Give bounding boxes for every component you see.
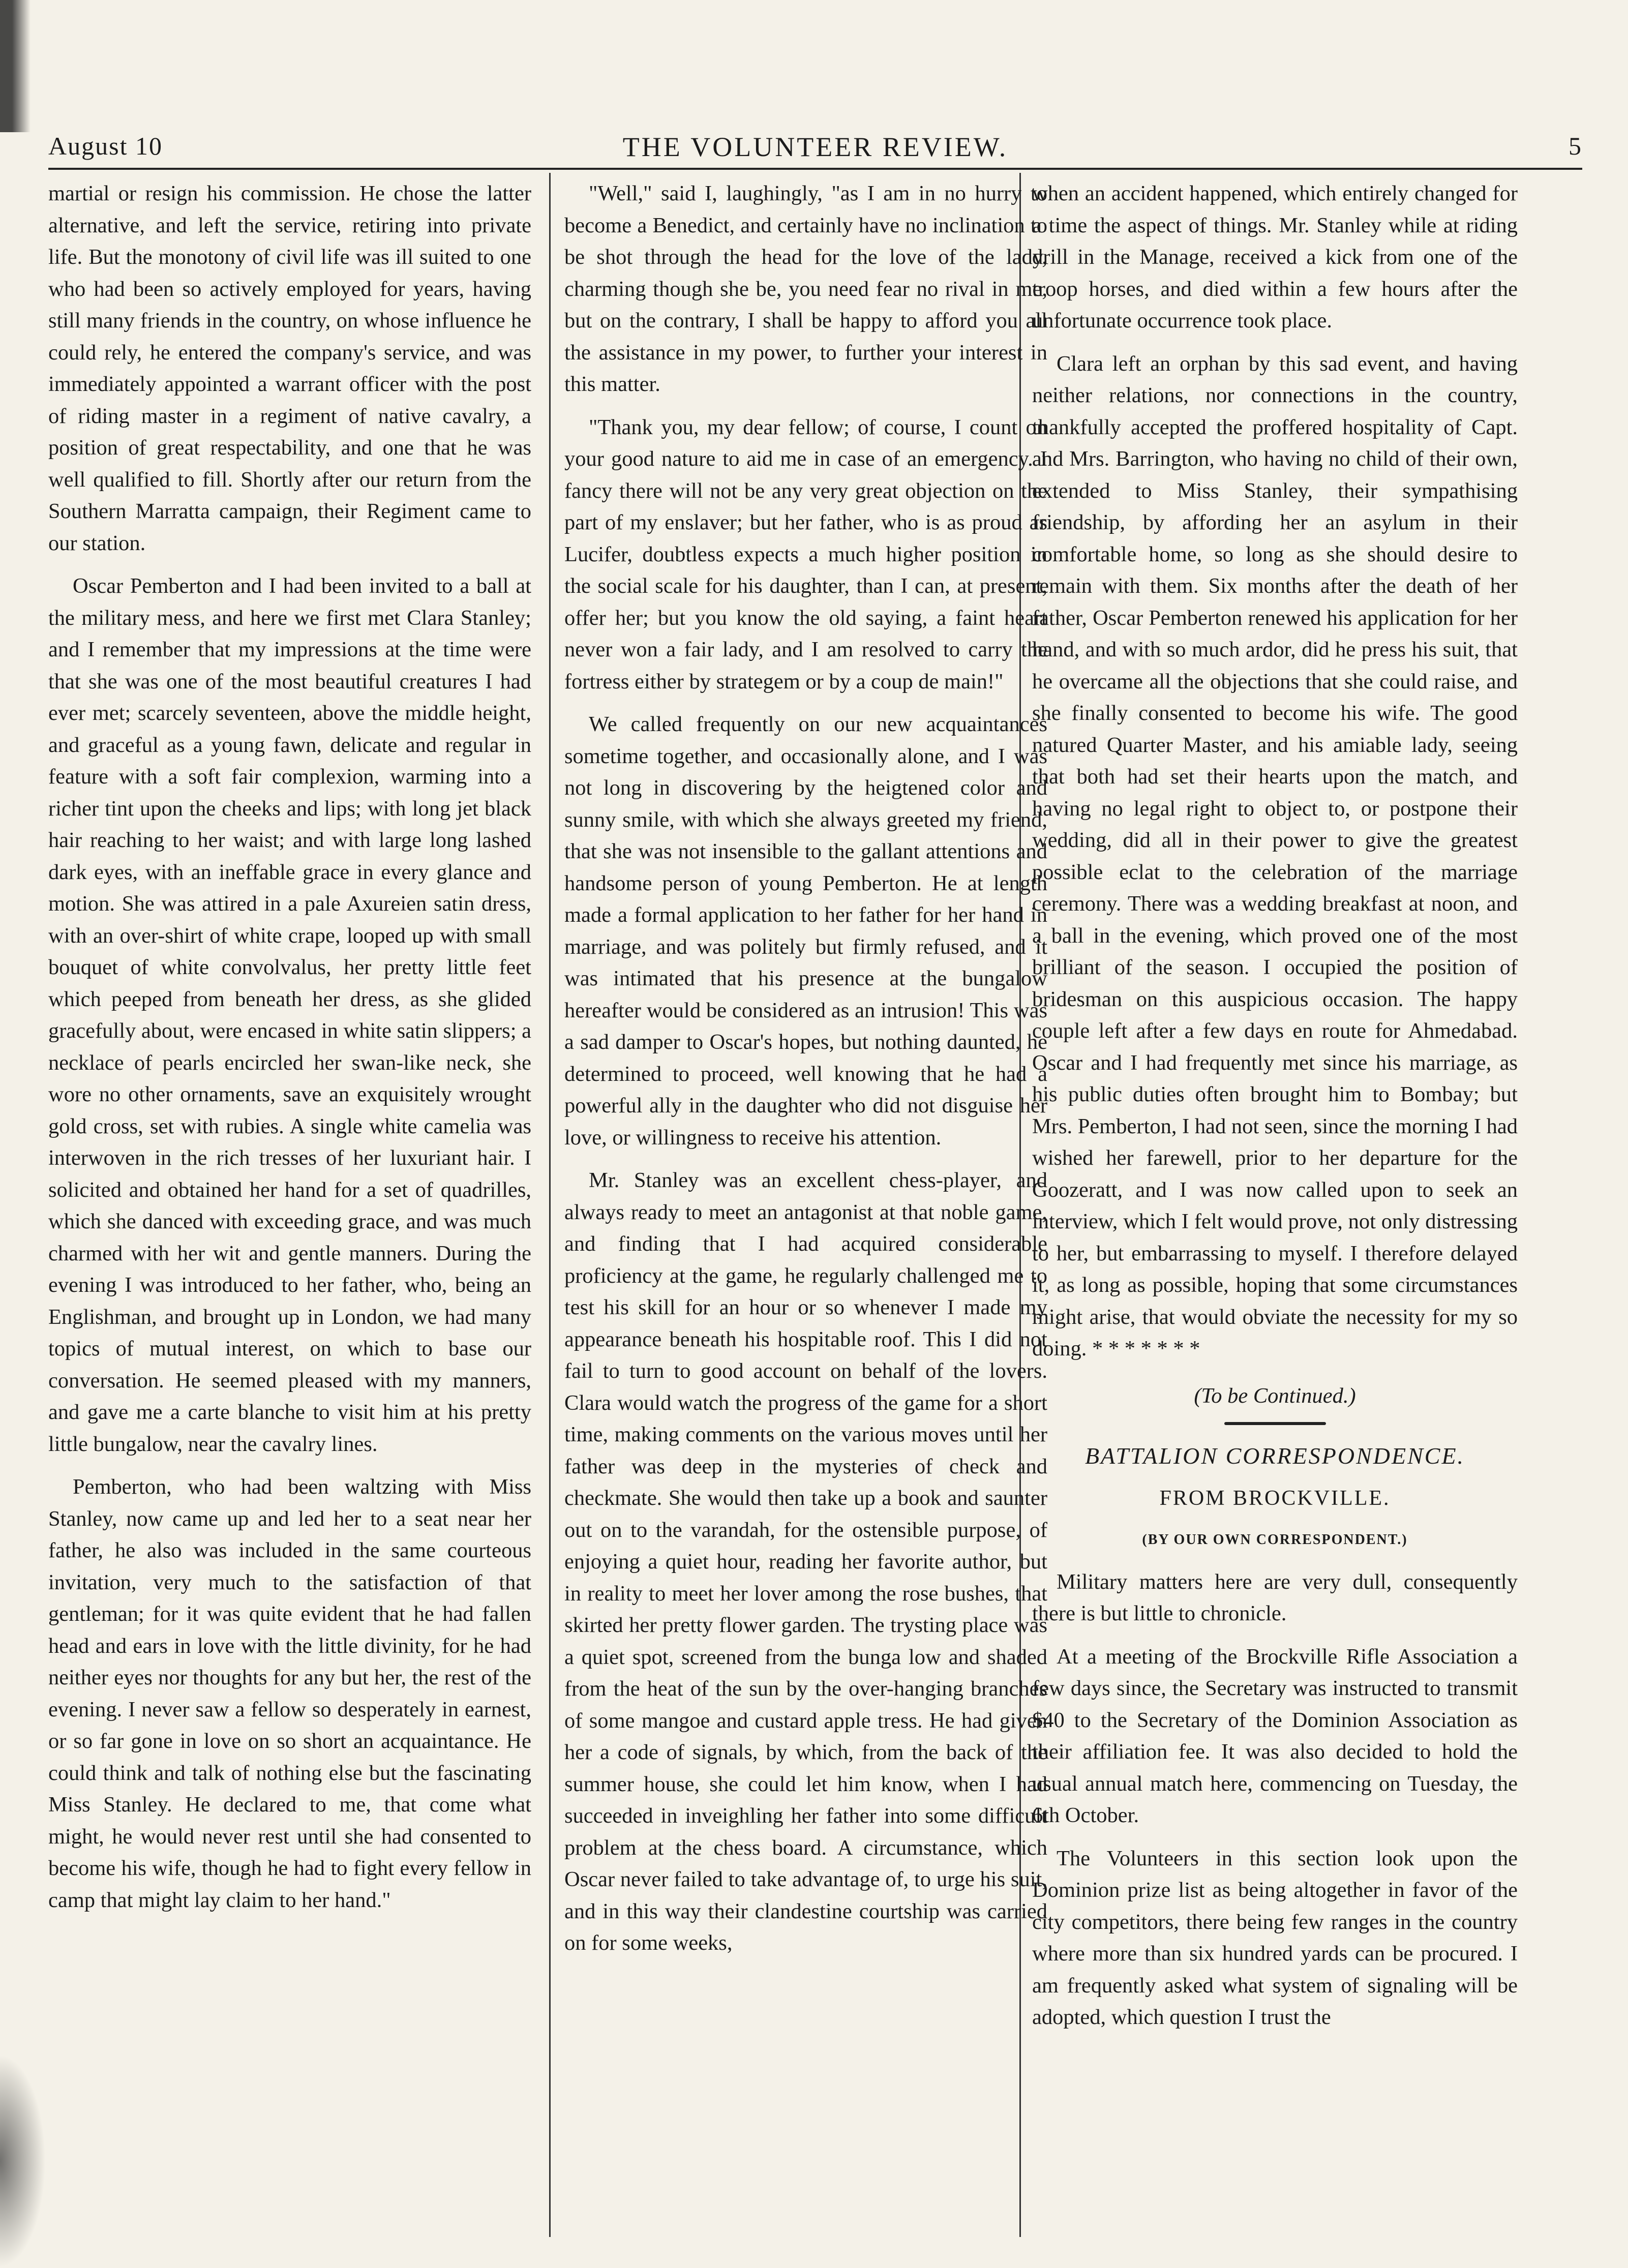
issue-date: August 10 — [48, 132, 163, 160]
paragraph: martial or resign his commission. He chose the latter alternative, and left the service, retiring into private life. But the monotony of civil life was ill suited to one who had been so actively employed for years, having still many friends in the country, on whose influence he could rely, he entered the company's service, and was immediately appointed a warrant officer with the post of riding master in a regiment of native cavalry, a position of great respectability, and one that he was well qualified to fill. Shortly after our return from the Southern Marratta campaign, their Regiment came to our station. — [48, 182, 531, 555]
paragraph: The Volunteers in this section look upon the Dominion prize list as being altogether in favor of the city competitors, there being few ranges in the country where more than six hundred yards can be procured. I am frequently asked what system of signaling will be adopted, which question I trust the — [1032, 1846, 1518, 2029]
paragraph: "Thank you, my dear fellow; of course, I count on your good nature to aid me in case of an emergency. I fancy there will not be any very great objection on the part of my enslaver; but her father, who is as proud as Lucifer, doubtless expects a much higher position in the social scale for his daughter, than I can, at present, offer her; but you know the old saying, a faint heart never won a fair lady, and I am resolved to carry the fortress either by strategem or by a coup de main!" — [564, 415, 1047, 693]
paragraph: Clara left an orphan by this sad event, and having neither relations, nor connections in the country, thankfully accepted the proffered hospitality of Capt. and Mrs. Barrington, who having no child of their own, extended to Miss Stanley, their sympathising friendship, by affording her an asylum in their comfortable home, so long as she should desire to remain with them. Six months after the death of her father, Oscar Pemberton renewed his application for her hand, and with so much ardor, did he press his suit, that he overcame all the objections that she could raise, and she finally consented to become his wife. The good natured Quarter Master, and his amiable lady, seeing that both had set their hearts upon the match, and having no legal right to object to, or postpone their wedding, did all in their power to give the greatest possible eclat to the celebration of the marriage ceremony. There was a wedding breakfast at noon, and a ball in the evening, which proved one of the most brilliant of the season. I occupied the position of bridesman on this auspicious occasion. The happy couple left after a few days en route for Ahmedabad. Oscar and I had frequently met since his marriage, as his public duties often brought him to Bombay; but Mrs. Pemberton, I had not seen, since the morning I had wished her farewell, prior to her departure for the Goozeratt, and I was now called upon to seek an interview, which I felt would prove, not only distressing to her, but embarrassing to myself. I therefore delayed it, as long as possible, hoping that some circumstances might arise, that would obviate the necessity for my so doing. * * * * * * * — [1032, 351, 1518, 1360]
paragraph: Military matters here are very dull, consequently there is but little to chronicle. — [1032, 1569, 1518, 1625]
paragraph: At a meeting of the Brockville Rifle Association a few days since, the Secretary was instructed to transmit $40 to the Secretary of the Dominion Association as their affiliation fee. It was also decided to hold the usual annual match here, commencing on Tuesday, the 6th October. — [1032, 1644, 1518, 1827]
to-be-continued: (To be Continued.) — [1194, 1383, 1356, 1408]
section-heading: BATTALION CORRESPONDENCE. — [1084, 1443, 1465, 1469]
page-number: 5 — [1569, 132, 1582, 160]
paragraph: We called frequently on our new acquaintances sometime together, and occasionally alone, and I was not long in discovering by the heigtened color and sunny smile, with which she always greeted my friend, that she was not insensible to the gallant attentions and handsome person of young Pemberton. He at length made a formal application to her father for her hand in marriage, and was politely but firmly refused, and it was intimated that his presence at the bungalow hereafter would be considered as an intrusion! This was a sad damper to Oscar's hopes, but nothing daunted, he determined to proceed, well knowing that he had a powerful ally in the daughter who did not disguise her love, or willingness to receive his attention. — [564, 712, 1047, 1150]
paragraph: when an accident happened, which entirely changed for a time the aspect of things. Mr. Stanley while at riding drill in the Manage, received a kick from one of the troop horses, and died within a few hours after the unfortunate occurrence took place. — [1032, 182, 1518, 332]
section-divider — [1224, 1422, 1326, 1425]
column-3 — [1032, 178, 1518, 2237]
scan-edge-stain — [0, 2054, 46, 2268]
scan-edge-mark — [0, 0, 31, 132]
page-header — [48, 122, 1582, 170]
column-2 — [564, 178, 1047, 2237]
paragraph: "Well," said I, laughingly, "as I am in no hurry to become a Benedict, and certainly have no inclination to be shot through the head for the love of the lady, charming though she be, you need fear no rival in me, but on the contrary, I shall be happy to afford you all the assistance in my power, to further your interest in this matter. — [564, 182, 1047, 396]
paragraph: Mr. Stanley was an excellent chess-player, and always ready to meet an antagonist at that noble game, and finding that I had acquired considerable proficiency at the game, he regularly challenged me to test his skill for an hour or so whenever I made my appearance beneath his hospitable roof. This I did not fail to turn to good account on behalf of the lovers. Clara would watch the progress of the game for a short time, making comments on the various moves until her father was deep in the mysteries of check and checkmate. She would then take up a book and saunter out on to the varandah, for the ostensible purpose, of enjoying a quiet hour, reading her favorite author, but in reality to meet her lover among the rose bushes, that skirted her pretty flower garden. The trysting place was a quiet spot, screened from the bunga low and shaded from the heat of the sun by the over-hanging branches of some mangoe and custard apple tress. He had given her a code of signals, by which, from the back of the summer house, she could let him know, when I had succeeded in inveighling her father into some difficult problem at the chess board. A circumstance, which Oscar never failed to take advantage of, to urge his suit, and in this way their clandestine courtship was carried on for some weeks, — [564, 1168, 1047, 1955]
newspaper-title: THE VOLUNTEER REVIEW. — [622, 132, 1008, 162]
paragraph: Oscar Pemberton and I had been invited to a ball at the military mess, and here we first met Clara Stanley; and I remember that my impressions at the time were that she was one of the most beautiful creatures I had ever met; scarcely seventeen, above the middle height, and graceful as a young fawn, delicate and regular in feature with a soft fair complexion, warming into a richer tint upon the cheeks and lips; with long jet black hair reaching to her waist; and with large long lashed dark eyes, with an ineffable grace in every glance and motion. She was attired in a pale Axureien satin dress, with an over-shirt of white crape, looped up with small bouquet of white convolvalus, her pretty little feet which peeped from beneath her dress, as she glided gracefully about, were encased in white satin slippers; a necklace of pearls encircled her swan-like neck, she wore no other ornaments, save an exquisitely wrought gold cross, set with rubies. A single white camelia was interwoven in the rich tresses of her luxuriant hair. I solicited and obtained her hand for a set of quadrilles, which she danced with exceeding grace, and was much charmed with her wit and gentle manners. During the evening I was introduced to her father, who, being an Englishman, and brought up in London, we had many topics of mutual interest, on which to base our conversation. He seemed pleased with my manners, and gave me a carte blanche to visit him at his pretty little bungalow, near the cavalry lines. — [48, 574, 531, 1456]
section-subheading: FROM BROCKVILLE. — [1159, 1486, 1391, 1510]
column-1 — [48, 178, 531, 2237]
byline: (BY OUR OWN CORRESPONDENT.) — [1142, 1532, 1408, 1548]
column-divider — [549, 173, 551, 2237]
paragraph: Pemberton, who had been waltzing with Miss Stanley, now came up and led her to a seat near her father, he also was included in the same courteous invitation, very much to the satisfaction of that gentleman; for it was quite evident that he had fallen head and ears in love with the little divinity, for he had neither eyes nor thoughts for any but her, the rest of the evening. I never saw a fellow so desperately in earnest, or so far gone in love on so short an acquaintance. He could think and talk of nothing else but the fascinating Miss Stanley. He declared to me, that come what might, he would never rest until she had consented to become his wife, though he had to fight every fellow in camp that might lay claim to her hand." — [48, 1475, 531, 1912]
